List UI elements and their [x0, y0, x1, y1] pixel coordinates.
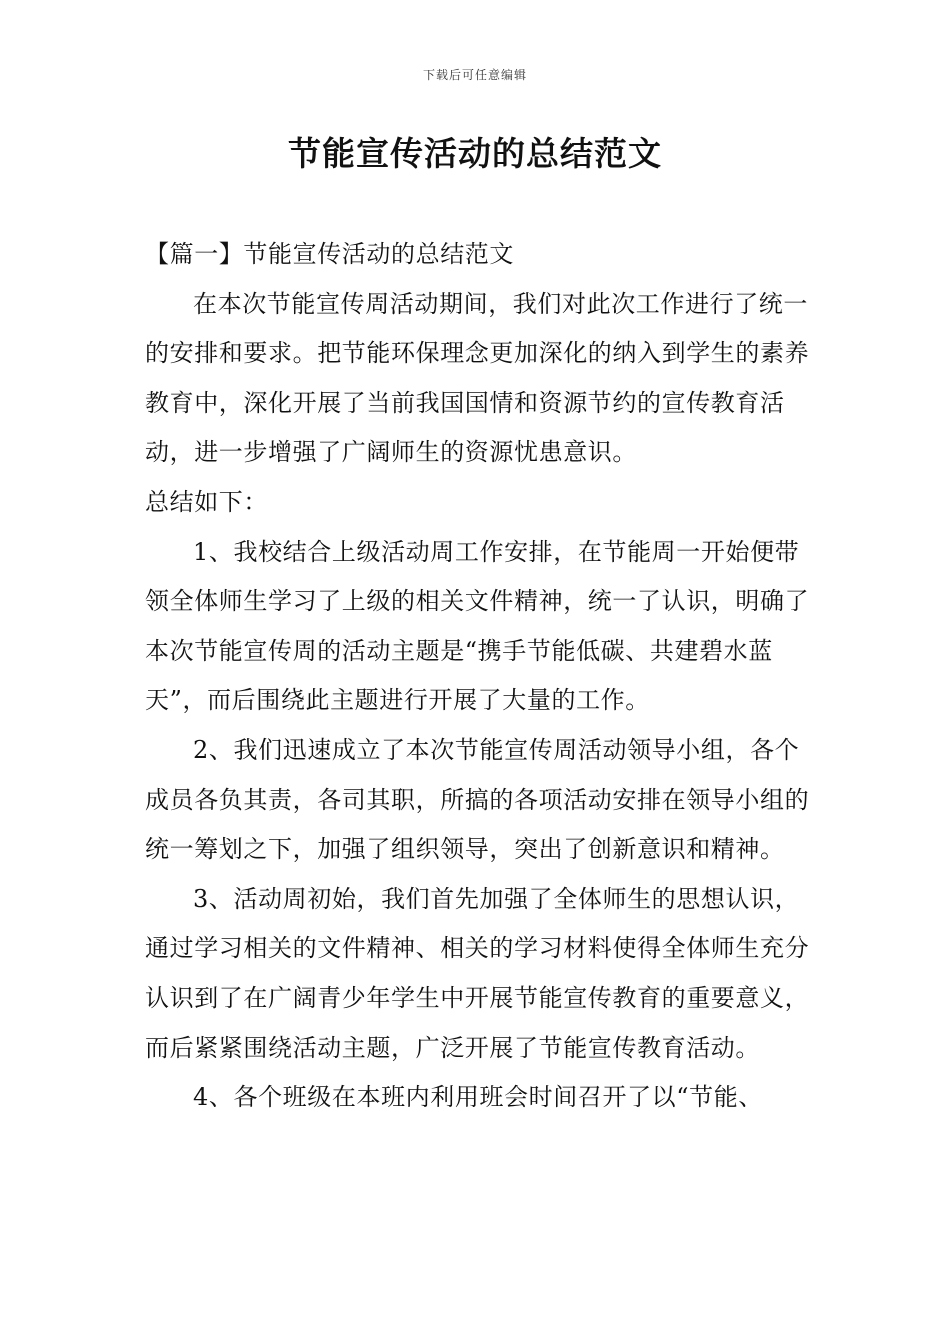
page-title: 节能宣传活动的总结范文	[288, 134, 662, 173]
document-body	[145, 230, 810, 1123]
paragraph-intro: 在本次节能宣传周活动期间，我们对此次工作进行了统一的安排和要求。把节能环保理念更加深化的纳入到学生的素养教育中，深化开展了当前我国国情和资源节约的宣传教育活动，进一步增强了广阔师生的资源忧患意识。	[145, 289, 810, 467]
summary-line: 总结如下：	[145, 487, 268, 516]
paragraph-item-1: 1、我校结合上级活动周工作安排，在节能周一开始便带领全体师生学习了上级的相关文件精神，统一了认识，明确了本次节能宣传周的活动主题是“携手节能低碳、共建碧水蓝天”，而后围绕此主题进行开展了大量的工作。	[145, 537, 810, 715]
paragraph-item-2: 2、我们迅速成立了本次节能宣传周活动领导小组，各个成员各负其责，各司其职，所搞的各项活动安排在领导小组的统一筹划之下，加强了组织领导，突出了创新意识和精神。	[145, 735, 810, 864]
paragraph-item-4: 4、各个班级在本班内利用班会时间召开了以“节能、	[193, 1083, 763, 1112]
header-note: 下载后可任意编辑	[422, 68, 527, 82]
paragraph-item-3: 3、活动周初始，我们首先加强了全体师生的思想认识，通过学习相关的文件精神、相关的学习材料使得全体师生充分认识到了在广阔青少年学生中开展节能宣传教育的重要意义，而后紧紧围绕活动主题，广泛开展了节能宣传教育活动。	[145, 884, 810, 1062]
section-heading: 【篇一】节能宣传活动的总结范文	[145, 240, 514, 268]
